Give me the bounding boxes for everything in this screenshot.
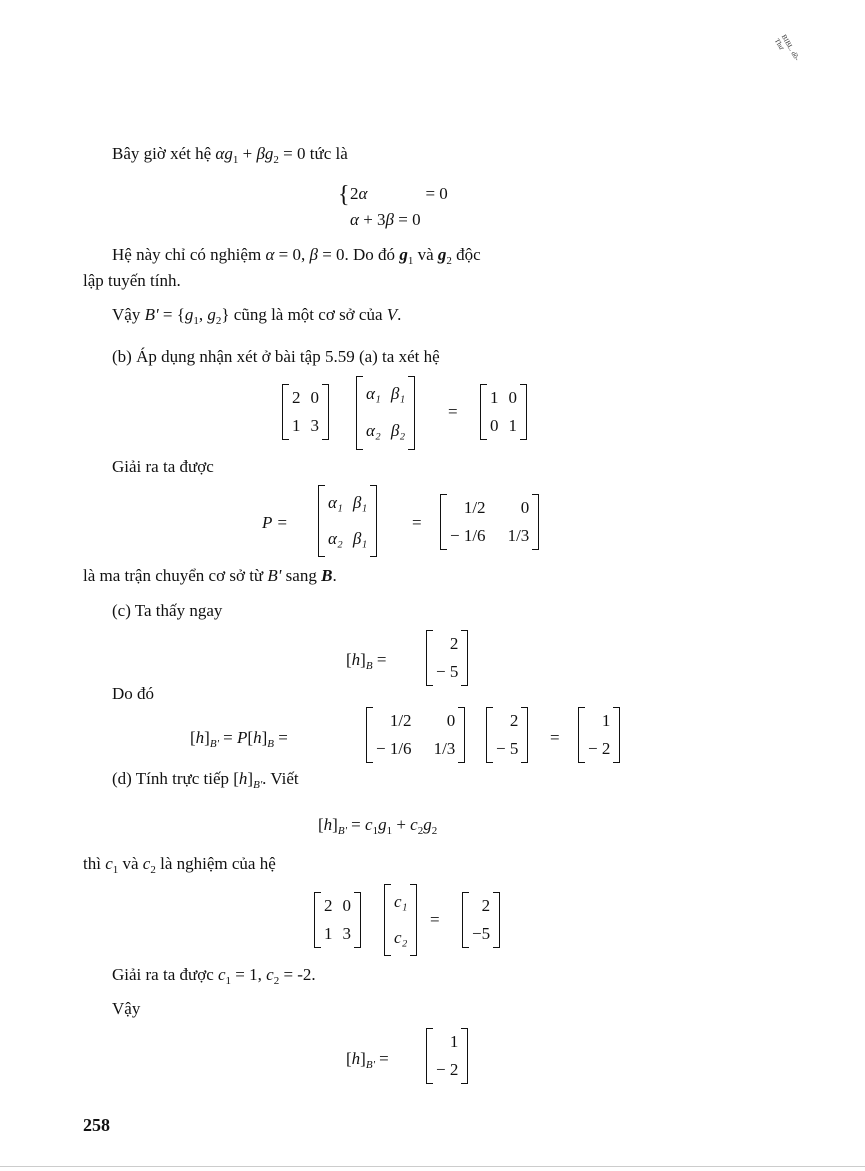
equals-sign: =	[448, 402, 458, 421]
hBp-equation-label: $[h]_{B'} = P[h]_B$ =	[190, 728, 288, 750]
line-2a: Hệ này chỉ có nghiệm α = 0, β = 0. Do đó $g_1$ và $g_2$ độc	[112, 245, 481, 267]
page-number: 258	[83, 1115, 110, 1135]
library-stamp: BIBL. dồ-Thư	[772, 33, 802, 63]
line-12: Giải ra ta được $c_1 = 1$, $c_2 = -2$.	[112, 965, 316, 987]
matrix-P-repeat: 1/2 0 − 1/6 1/3	[366, 707, 465, 763]
line-11: thì $c_1$ và $c_2$ là nghiệm của hệ	[83, 854, 276, 876]
line-9: (d) Tính trực tiếp $[h]_{B'}$. Viết	[112, 769, 299, 791]
equals-sign: =	[550, 728, 560, 747]
system-row-2: α + 3β = 0	[350, 210, 421, 229]
system-row-1: 2α = 0	[350, 184, 448, 203]
matrix-identity: 1 0 0 1	[480, 384, 527, 440]
matrix-A-repeat: 2 0 1 3	[314, 892, 361, 948]
vector-rhs: 2 −5	[462, 892, 500, 948]
line-3: Vậy $B' = \{g_1$, $g_2$} cũng là một cơ sở của V.	[112, 305, 402, 327]
matrix-P-symbolic: α₁ β₁ α₂ β₁	[318, 485, 377, 557]
system-brace: {	[338, 182, 350, 208]
scan-edge	[0, 1166, 865, 1167]
vector-hBp-result: 1 − 2	[578, 707, 620, 763]
equals-sign: =	[412, 513, 422, 532]
line-2b: lập tuyến tính.	[83, 271, 181, 290]
line-8: Do đó	[112, 684, 155, 703]
hB-label: $[h]_B$ =	[346, 650, 387, 672]
P-label: P =	[262, 513, 288, 532]
line-10: $[h]_{B'} = c_1g_1 + c_2g_2$	[318, 815, 438, 837]
matrix-alpha-beta: α₁ β₁ α₂ β₂	[356, 376, 415, 450]
vector-final: 1 − 2	[426, 1028, 468, 1084]
vector-hB: 2 − 5	[426, 630, 468, 686]
line-6: là ma trận chuyển cơ sở từ B' sang B.	[83, 566, 337, 585]
hBp-final-label: $[h]_{B'}$ =	[346, 1049, 389, 1071]
line-5: Giải ra ta được	[112, 457, 214, 476]
equals-sign: =	[430, 910, 440, 929]
vector-hB-repeat: 2 − 5	[486, 707, 528, 763]
matrix-A: 2 0 1 3	[282, 384, 329, 440]
vector-c: c₁ c₂	[384, 884, 417, 956]
line-4: (b) Áp dụng nhận xét ở bài tập 5.59 (a) ta xét hệ	[112, 347, 440, 366]
line-13: Vậy	[112, 999, 141, 1018]
line-7: (c) Ta thấy ngay	[112, 601, 223, 620]
line-1: Bây giờ xét hệ $\alpha g_1 + \beta g_2 = 0$ tức là	[112, 144, 348, 166]
matrix-P: 1/2 0 − 1/6 1/3	[440, 494, 539, 550]
